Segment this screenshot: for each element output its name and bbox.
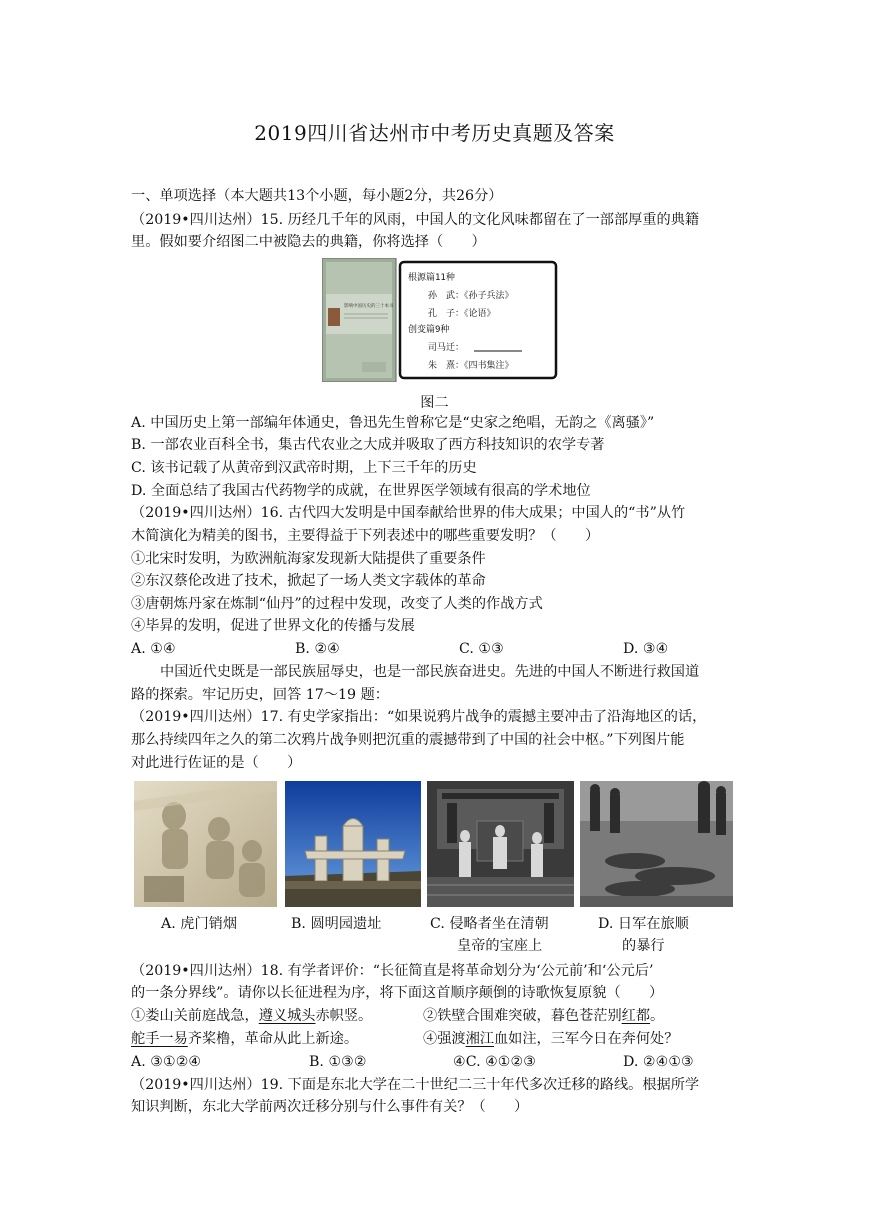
poem-3-underlined: 舵手一易	[131, 1031, 188, 1047]
q16-option-a: A. ①④	[131, 641, 176, 657]
q15-stem-line1: （2019•四川达州）15. 历经几千年的风雨，中国人的文化风味都留在了一部部厚重的典籍	[131, 212, 700, 228]
poem-1-part-c: 赤帜竖。	[315, 1008, 373, 1024]
page-title: 2019四川省达州市中考历史真题及答案	[254, 121, 615, 145]
q16-stem-line1: （2019•四川达州）16. 古代四大发明是中国奉献给世界的伟大成果；中国人的“书”从竹	[131, 505, 686, 521]
q16-stem-line2: 木简演化为精美的图书，主要得益于下列表述中的哪些重要发明？（ ）	[131, 528, 600, 544]
q15-option-a: A. 中国历史上第一部编年体通史，鲁迅先生曾称它是“史家之绝唱，无韵之《离骚》”	[131, 415, 655, 431]
poem-1-part-a: ①娄山关前庭战急，	[131, 1008, 259, 1024]
q17-stem-line1: （2019•四川达州）17. 有史学家指出：“如果说鸦片战争的震撼主要冲击了沿海地区的话，	[131, 709, 707, 725]
q17-caption-d-line1: D. 日军在旅顺	[598, 916, 689, 932]
q18-stem-line2: 的一条分界线”。请你以长征进程为序，将下面这首顺序颠倒的诗歌恢复原貌（ ）	[131, 985, 664, 1001]
q18-option-b: B. ①③②	[309, 1054, 367, 1070]
q16-statement-1: ①北宋时发明，为欧洲航海家发现新大陆提供了重要条件	[131, 551, 486, 567]
intro-line2: 路的探索。牢记历史，回答 17～19 题：	[131, 687, 389, 703]
figure-2	[322, 258, 558, 382]
q15-stem-line2: 里。假如要介绍图二中被隐去的典籍，你将选择（ ）	[131, 234, 486, 250]
section-header: 一、单项选择（本大题共13个小题，每小题2分，共26分）	[131, 188, 503, 204]
q17-stem-line2: 那么持续四年之久的第二次鸦片战争则把沉重的震撼带到了中国的社会中枢。”下列图片能	[131, 732, 685, 748]
q17-caption-c-line1: C. 侵略者坐在清朝	[430, 916, 549, 932]
photo-throne-invaders	[427, 781, 574, 907]
card-line-4: 创变篇9种	[408, 325, 450, 335]
poem-3-part-b: 齐桨橹，革命从此上新途。	[187, 1031, 359, 1047]
q18-poem-1	[131, 1006, 372, 1026]
q15-option-d: D. 全面总结了我国古代药物学的成就，在世界医学领域有很高的学术地位	[131, 483, 591, 499]
q18-option-d: D. ②④①③	[623, 1054, 694, 1070]
card-line-5: 司马迁：	[428, 343, 465, 353]
figure-2-graphic	[322, 258, 558, 382]
poem-2-part-c: 。	[650, 1008, 665, 1024]
q17-stem-line3: 对此进行佐证的是（ ）	[131, 755, 302, 771]
q18-stem-line1: （2019•四川达州）18. 有学者评价：“长征简直是将革命划分为‘公元前’和‘公元后’	[131, 963, 654, 979]
card-line-1: 根源篇11种	[408, 273, 455, 283]
poem-1-underlined: 遵义城头	[258, 1008, 316, 1024]
q18-option-a: A. ③①②④	[131, 1054, 202, 1070]
poem-4-underlined: 湘江	[465, 1031, 494, 1047]
q17-caption-a: A. 虎门销烟	[161, 916, 238, 932]
poem-4-part-a: ④强渡	[423, 1031, 466, 1047]
photo-humen-relief	[134, 781, 277, 907]
q19-stem-line1: （2019•四川达州）19. 下面是东北大学在二十世纪二三十年代多次迁移的路线。根据所学	[131, 1077, 700, 1093]
card-line-2: 孙 武：《孙子兵法》	[428, 291, 514, 301]
q16-statement-3: ③唐朝炼丹家在炼制“仙丹”的过程中发现，改变了人类的作战方式	[131, 596, 543, 612]
poem-2-part-a: ②铁壁合围难突破，暮色苍茫别	[423, 1008, 622, 1024]
q16-option-b: B. ②④	[295, 641, 340, 657]
card-line-3: 孔 子：《论语》	[428, 309, 496, 319]
q18-option-c: ④C. ④①②③	[453, 1054, 536, 1070]
photo-yuanmingyuan-ruins	[285, 781, 421, 907]
q18-poem-3	[131, 1029, 358, 1049]
q16-option-d: D. ③④	[623, 641, 669, 657]
q19-stem-line2: 知识判断，东北大学前两次迁移分别与什么事件有关？（ ）	[131, 1099, 529, 1115]
q17-caption-d-line2: 的暴行	[622, 938, 665, 954]
q18-poem-4	[423, 1029, 678, 1049]
q16-statement-4: ④毕昇的发明，促进了世界文化的传播与发展	[131, 618, 415, 634]
figure-2-caption: 图二	[420, 395, 449, 411]
q17-caption-c-line2: 皇帝的宝座上	[457, 938, 543, 954]
book-cover-text: 影响中国历史的三十本书	[344, 304, 394, 309]
poem-4-part-c: 血如注，三军今日在奔何处？	[493, 1031, 679, 1047]
q15-option-c: C. 该书记载了从黄帝到汉武帝时期，上下三千年的历史	[131, 460, 477, 476]
poem-2-underlined: 红都	[621, 1008, 651, 1024]
q16-option-c: C. ①③	[459, 641, 504, 657]
intro-line1: 中国近代史既是一部民族屈辱史，也是一部民族奋进史。先进的中国人不断进行救国道	[160, 664, 700, 680]
q15-option-b: B. 一部农业百科全书，集古代农业之大成并吸取了西方科技知识的农学专著	[131, 437, 605, 453]
q17-caption-b: B. 圆明园遗址	[291, 916, 382, 932]
q16-statement-2: ②东汉蔡伦改进了技术，掀起了一场人类文字载体的革命	[131, 573, 486, 589]
card-line-6: 朱 熹：《四书集注》	[428, 361, 514, 371]
q18-poem-2	[423, 1006, 664, 1026]
photo-lushun-atrocity	[580, 781, 733, 907]
